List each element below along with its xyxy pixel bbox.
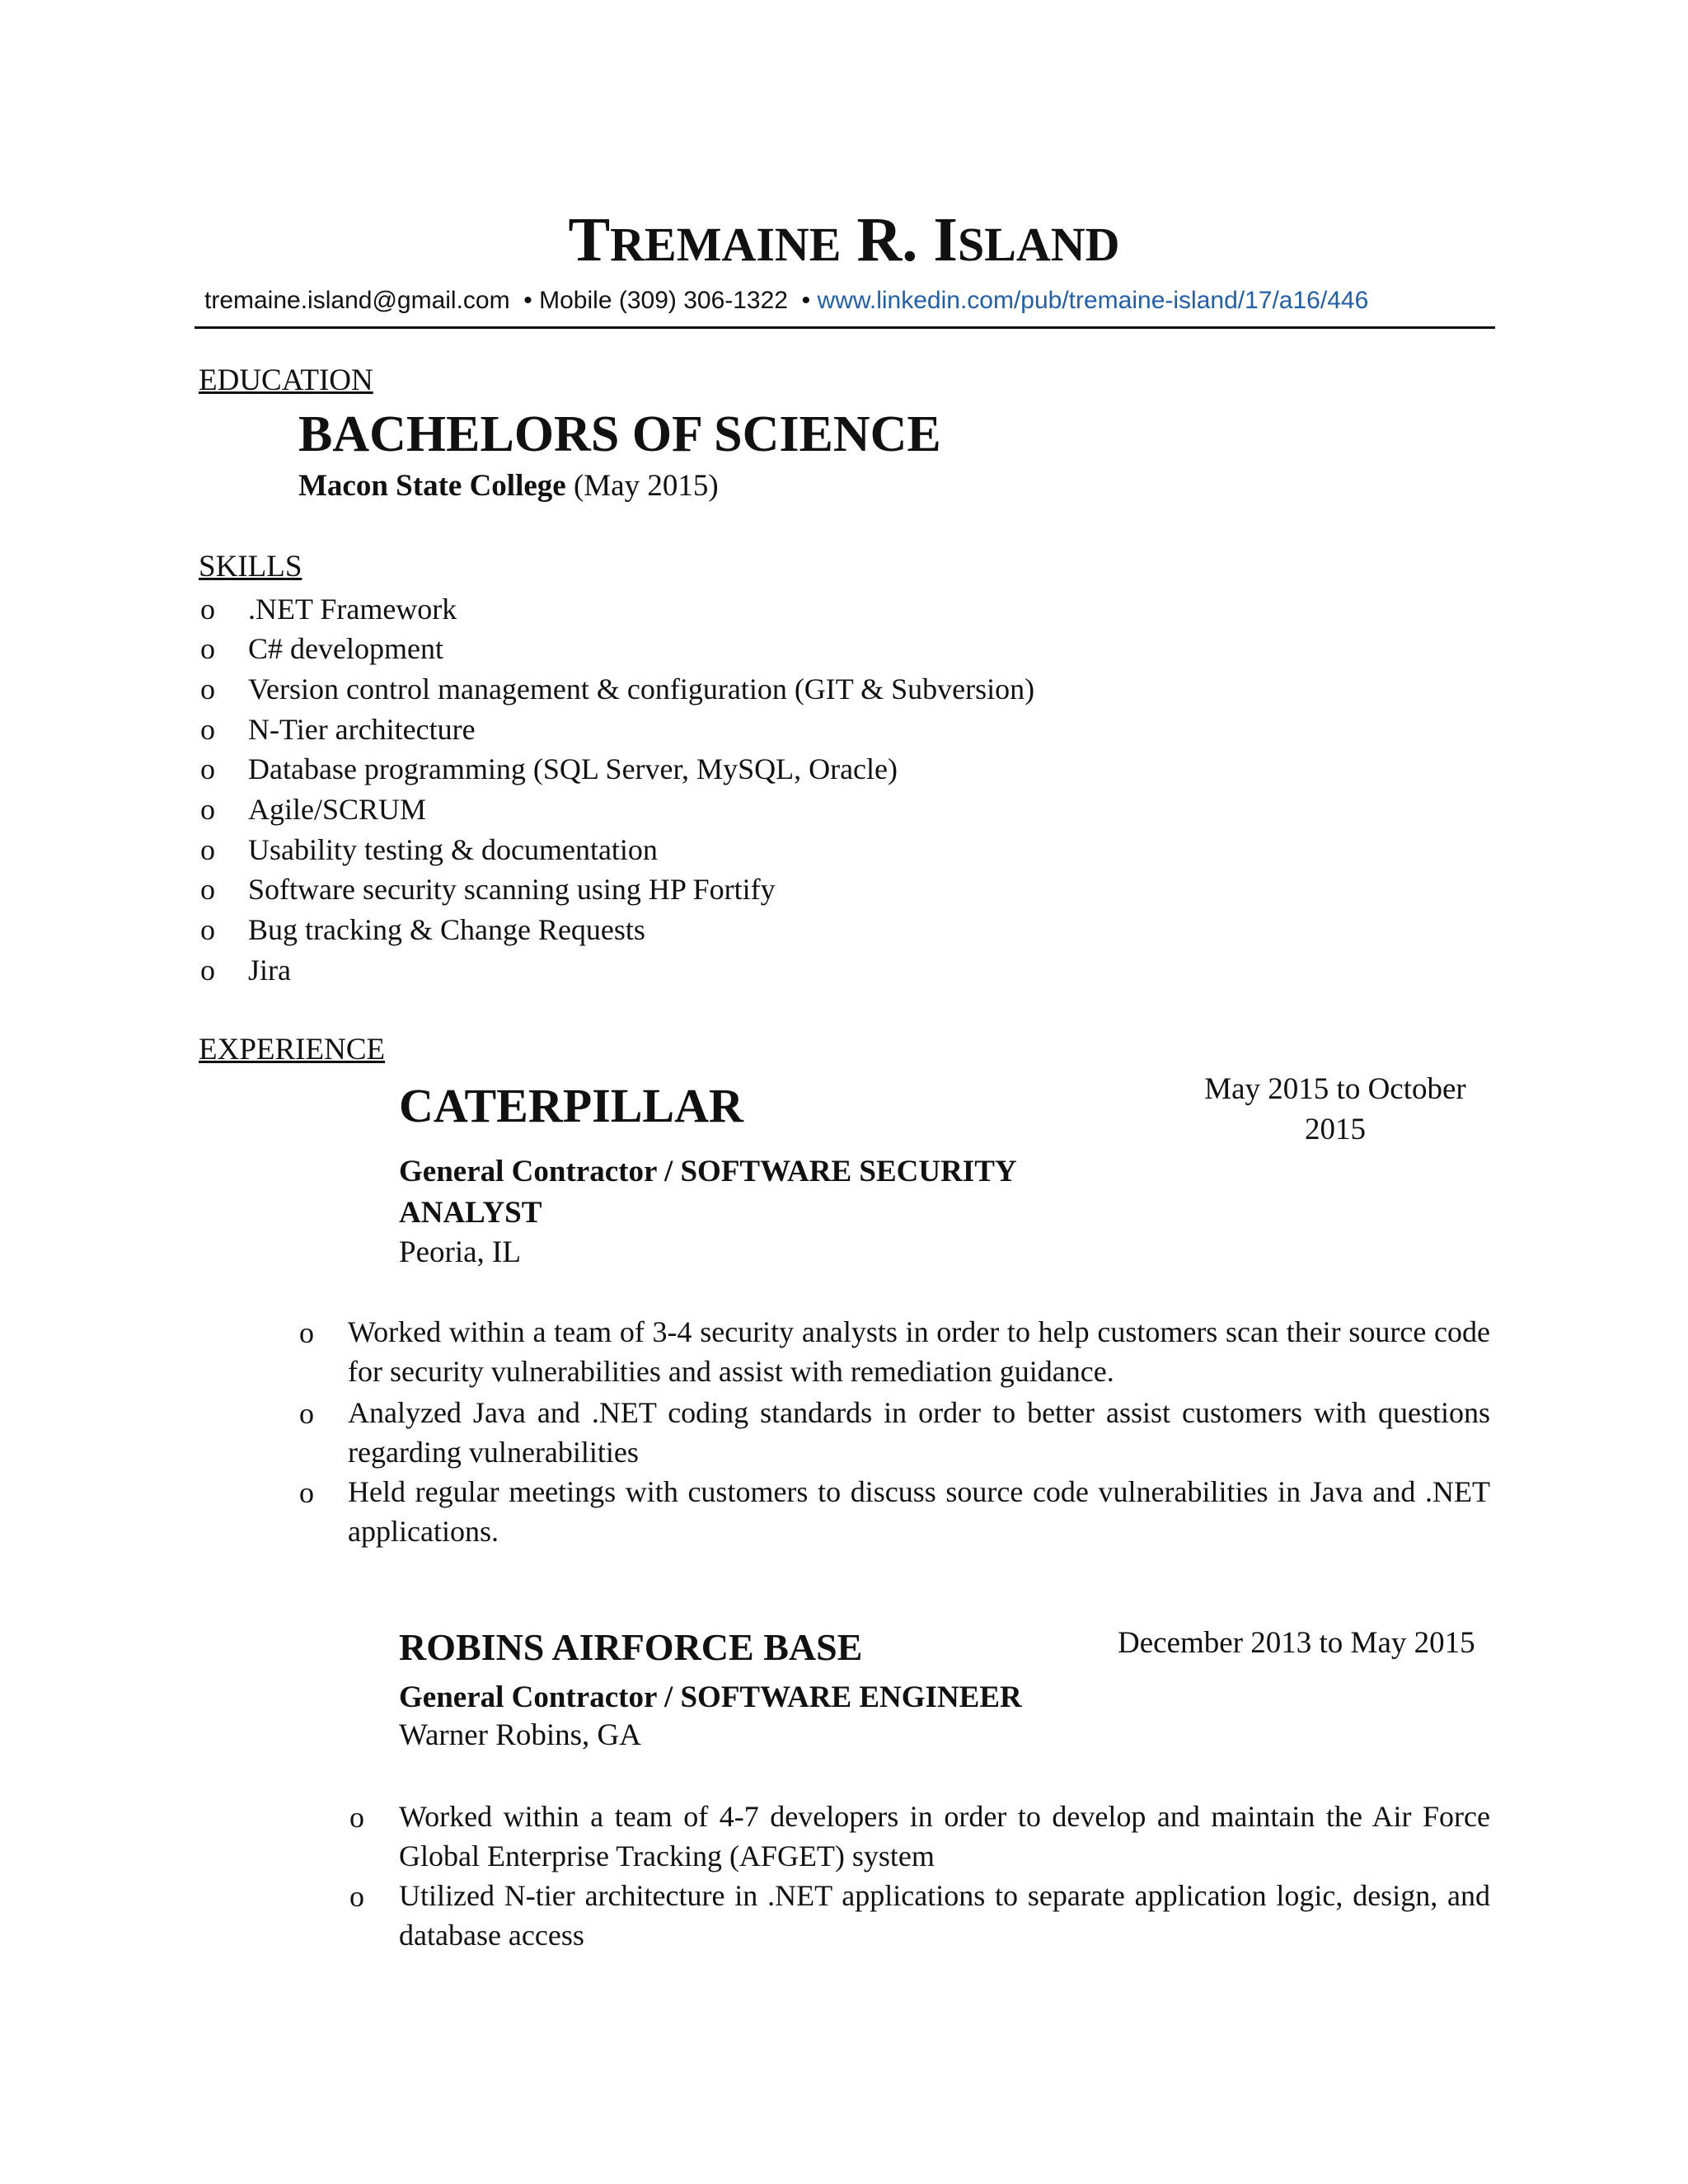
list-bullet: o — [349, 1801, 364, 1834]
job-bullet: Held regular meetings with customers to discuss source code vulnerabilities in Java and .NET applications. — [348, 1475, 1490, 1548]
job-company: ROBINS AIRFORCE BASE — [399, 1626, 863, 1668]
experience-heading: EXPERIENCE — [199, 1033, 386, 1066]
school-name: Macon State College — [298, 469, 566, 503]
name-middle: R. — [856, 205, 918, 274]
skill-item: N-Tier architecture — [248, 713, 476, 746]
name-first-rest: REMAINE — [610, 218, 842, 271]
job-company: CATERPILLAR — [399, 1079, 743, 1132]
job-dates-line: 2015 — [1305, 1113, 1366, 1146]
skill-item: Version control management & configuration (GIT & Subversion) — [248, 673, 1035, 705]
degree-title: BACHELORS OF SCIENCE — [298, 406, 941, 462]
list-bullet: o — [200, 593, 215, 626]
list-bullet: o — [200, 954, 215, 987]
job-bullet: Analyzed Java and .NET coding standards in order to better assist customers with questions regarding vulnerabilities — [348, 1396, 1490, 1469]
linkedin-link[interactable]: www.linkedin.com/pub/tremaine-island/17/a16/446 — [817, 287, 1369, 314]
separator-dot: • — [523, 287, 532, 314]
list-bullet: o — [349, 1880, 364, 1913]
skill-item: Jira — [248, 954, 291, 987]
skill-item: Usability testing & documentation — [248, 833, 658, 866]
job-dates: December 2013 to May 2015 — [1118, 1626, 1475, 1660]
job-title: General Contractor / SOFTWARE SECURITY — [399, 1155, 1017, 1188]
job-bullet: Worked within a team of 4-7 developers in order to develop and maintain the Air Force Global Enterprise Tracking (AFGET) system — [399, 1800, 1490, 1872]
skill-item: Software security scanning using HP Fortify — [248, 873, 776, 906]
education-school-line — [298, 468, 719, 504]
header-divider — [195, 326, 1495, 329]
list-bullet: o — [299, 1476, 314, 1509]
job-title: General Contractor / SOFTWARE ENGINEER — [399, 1680, 1022, 1714]
mobile-number: Mobile (309) 306-1322 — [539, 287, 788, 314]
job-bullet: Worked within a team of 3-4 security analysts in order to help customers scan their source code for security vulnerabilities and assist with remediation guidance. — [348, 1315, 1490, 1388]
list-bullet: o — [200, 793, 215, 826]
name-last-initial: I — [933, 205, 958, 274]
skill-item: Agile/SCRUM — [248, 793, 427, 826]
job-title: ANALYST — [399, 1196, 542, 1230]
list-bullet: o — [200, 833, 215, 866]
separator-dot: • — [801, 287, 811, 314]
job-location: Peoria, IL — [399, 1235, 521, 1269]
education-heading: EDUCATION — [199, 363, 373, 397]
job-dates-line: May 2015 to October — [1204, 1072, 1466, 1106]
skill-item: Bug tracking & Change Requests — [248, 913, 645, 946]
skill-item: .NET Framework — [248, 593, 457, 626]
name-first-initial: T — [568, 205, 611, 274]
name-last-rest: SLAND — [957, 218, 1120, 271]
job-dates — [1154, 1071, 1517, 1147]
list-bullet: o — [200, 913, 215, 946]
job-location: Warner Robins, GA — [399, 1718, 641, 1752]
skill-item: C# development — [248, 632, 443, 665]
list-bullet: o — [200, 673, 215, 705]
list-bullet: o — [200, 752, 215, 785]
skills-heading: SKILLS — [199, 550, 302, 583]
graduation-date: (May 2015) — [573, 469, 719, 503]
list-bullet: o — [200, 873, 215, 906]
list-bullet: o — [299, 1397, 314, 1430]
skill-item: Database programming (SQL Server, MySQL, Oracle) — [248, 752, 898, 785]
email-link[interactable]: tremaine.island@gmail.com — [204, 287, 510, 314]
list-bullet: o — [299, 1316, 314, 1349]
candidate-name — [0, 204, 1688, 276]
list-bullet: o — [200, 713, 215, 746]
contact-line — [204, 287, 1368, 315]
list-bullet: o — [200, 632, 215, 665]
job-bullet: Utilized N-tier architecture in .NET applications to separate application logic, design, and database access — [399, 1879, 1490, 1952]
